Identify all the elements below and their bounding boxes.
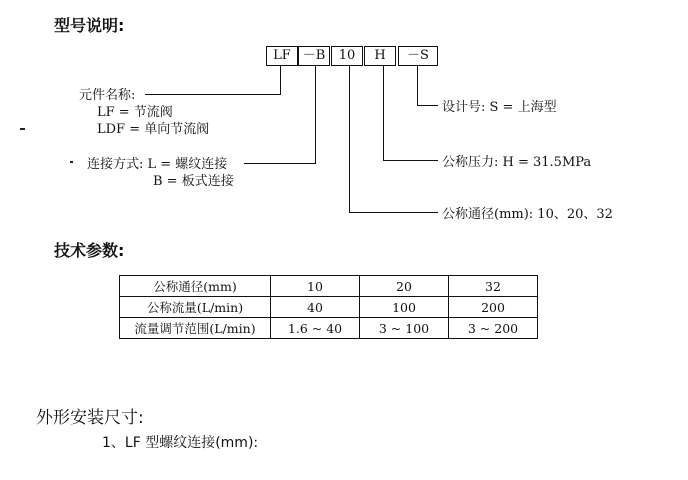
table-cell: 200 xyxy=(449,297,538,318)
table-row xyxy=(120,297,538,318)
code-box-lf: LF xyxy=(266,46,298,66)
element-name-lf: LF = 节流阀 xyxy=(97,105,173,120)
table-cell: 流量调节范围(L/min) xyxy=(120,318,271,339)
table-cell: 1.6 ~ 40 xyxy=(271,318,360,339)
spec-table xyxy=(119,275,538,339)
design-number-label: 设计号: S = 上海型 xyxy=(442,100,557,115)
connector-element-name-h xyxy=(145,94,281,95)
connector-connection-h xyxy=(244,163,316,164)
code-box-h: H xyxy=(364,46,396,66)
connector-diameter-v xyxy=(349,65,350,213)
table-cell: 3 ~ 100 xyxy=(360,318,449,339)
table-row xyxy=(120,276,538,297)
diameter-label: 公称通径(mm): 10、20、32 xyxy=(442,207,613,222)
table-cell: 3 ~ 200 xyxy=(449,318,538,339)
installation-heading: 外形安装尺寸: xyxy=(36,408,144,428)
connector-connection-v xyxy=(315,65,316,164)
table-cell: 公称流量(L/min) xyxy=(120,297,271,318)
stray-mark xyxy=(20,128,25,130)
table-cell: 公称通径(mm) xyxy=(120,276,271,297)
technical-params-heading: 技术参数: xyxy=(54,241,125,260)
connection-plate: B = 板式连接 xyxy=(153,174,234,189)
connector-pressure-h xyxy=(383,160,438,161)
connector-design-v xyxy=(417,65,418,106)
table-cell: 10 xyxy=(271,276,360,297)
code-box-10: 10 xyxy=(331,46,363,66)
code-box-s: －S xyxy=(398,46,438,66)
connector-design-h xyxy=(417,105,438,106)
table-cell: 100 xyxy=(360,297,449,318)
pressure-label: 公称压力: H = 31.5MPa xyxy=(442,155,592,170)
table-cell: 40 xyxy=(271,297,360,318)
table-cell: 20 xyxy=(360,276,449,297)
model-explanation-heading: 型号说明: xyxy=(54,16,125,35)
element-name-ldf: LDF = 单向节流阀 xyxy=(97,122,210,137)
connection-label: 连接方式: L = 螺纹连接 xyxy=(87,157,228,172)
connector-pressure-v xyxy=(383,65,384,161)
connector-diameter-h xyxy=(349,212,438,213)
connector-element-name-v xyxy=(280,65,281,95)
element-name-label: 元件名称: xyxy=(79,88,136,103)
bullet-mark xyxy=(70,161,73,163)
code-box-b: －B xyxy=(298,46,330,66)
table-row xyxy=(120,318,538,339)
installation-item-1: 1、LF 型螺纹连接(mm): xyxy=(102,435,259,451)
table-cell: 32 xyxy=(449,276,538,297)
